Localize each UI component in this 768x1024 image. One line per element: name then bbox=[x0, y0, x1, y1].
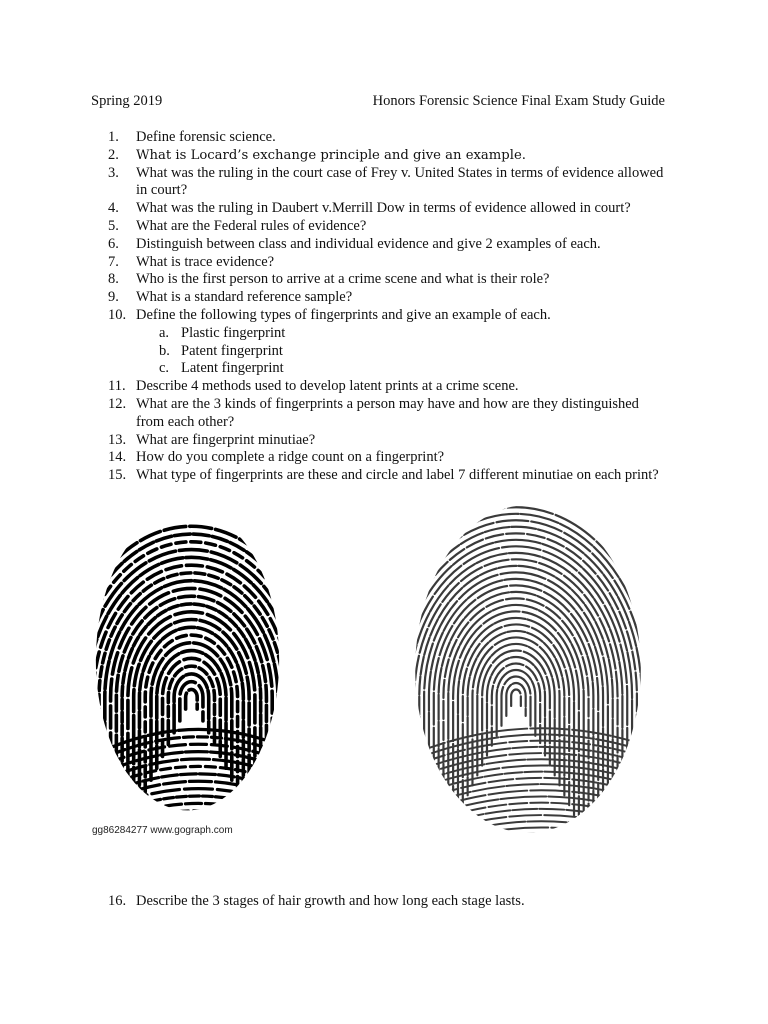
question-number: c. bbox=[159, 360, 170, 377]
question-number: 7. bbox=[108, 253, 119, 270]
fingerprint-ridge bbox=[472, 637, 559, 785]
question-text: Describe 4 methods used to develop latent prints at a crime scene. bbox=[136, 378, 519, 395]
fingerprint-ridge bbox=[90, 811, 285, 815]
question-number: 12. bbox=[108, 395, 127, 412]
fingerprint-ridge bbox=[90, 789, 285, 815]
fingerprint-ridge bbox=[186, 689, 198, 709]
question-item bbox=[0, 218, 768, 236]
question-text: How do you complete a ridge count on a fingerprint? bbox=[136, 449, 445, 466]
fingerprint-image-fine bbox=[408, 500, 648, 838]
question-number: 14. bbox=[108, 449, 127, 466]
question-text: Define the following types of fingerprints and give an example of each. bbox=[136, 306, 551, 323]
fingerprint-ridge bbox=[408, 821, 648, 838]
fingerprint-ridge bbox=[90, 803, 285, 815]
question-item bbox=[0, 129, 768, 147]
fingerprint-ridge bbox=[408, 827, 648, 838]
question-item bbox=[0, 147, 768, 165]
fingerprint-ridge bbox=[408, 790, 648, 818]
question-number: 11. bbox=[108, 378, 126, 395]
question-item bbox=[0, 254, 768, 272]
question-number: 6. bbox=[108, 235, 119, 252]
fingerprint-ridge bbox=[90, 796, 285, 815]
question-item bbox=[0, 307, 768, 325]
image-watermark-caption: gg86284277 www.gograph.com bbox=[92, 825, 233, 836]
question-number: 3. bbox=[108, 164, 119, 181]
fingerprint-ridge bbox=[408, 778, 648, 806]
fingerprint-ridge bbox=[408, 809, 648, 837]
question-text: What are fingerprint minutiae? bbox=[136, 431, 316, 448]
question-item bbox=[0, 449, 768, 467]
fingerprint-ridge bbox=[408, 796, 648, 824]
fingerprint-ridge bbox=[511, 690, 521, 706]
question-text: Latent fingerprint bbox=[181, 360, 284, 377]
question-text: What are the 3 kinds of fingerprints a person may have and how are they distinguished from each other? bbox=[136, 395, 639, 430]
question-number: 15. bbox=[108, 467, 127, 484]
question-text: Distinguish between class and individual evidence and give 2 examples of each. bbox=[136, 235, 601, 252]
question-number: 16. bbox=[108, 893, 127, 909]
question-text: Describe the 3 stages of hair growth and how long each stage lasts. bbox=[136, 893, 525, 909]
question-number: a. bbox=[159, 324, 170, 341]
question-text: Define forensic science. bbox=[136, 129, 276, 145]
fingerprint-ridge bbox=[408, 803, 648, 831]
question-item bbox=[0, 289, 768, 307]
question-number: 2. bbox=[108, 146, 119, 163]
question-text: What was the ruling in the court case of Frey v. United States in terms of evidence allowed in court? bbox=[136, 164, 664, 199]
question-list bbox=[0, 129, 768, 485]
question-item bbox=[0, 432, 768, 450]
question-item bbox=[0, 396, 768, 432]
sub-item bbox=[0, 325, 768, 343]
page-header bbox=[91, 93, 665, 113]
fingerprint-ridge bbox=[408, 784, 648, 812]
question-text: What was the ruling in Daubert v.Merrill Dow in terms of evidence allowed in court? bbox=[136, 200, 631, 217]
question-number: 1. bbox=[108, 129, 119, 145]
question-number: 5. bbox=[108, 217, 119, 234]
header-title: Honors Forensic Science Final Exam Study Guide bbox=[372, 93, 665, 109]
fingerprint-ridge bbox=[408, 501, 648, 838]
header-term: Spring 2019 bbox=[91, 93, 163, 109]
question-number: 13. bbox=[108, 431, 127, 448]
sub-item bbox=[0, 343, 768, 361]
fingerprint-ridge bbox=[414, 559, 617, 838]
question-text: Plastic fingerprint bbox=[181, 324, 286, 341]
question-text: What is trace evidence? bbox=[136, 253, 275, 270]
fingerprint-ridge bbox=[506, 683, 525, 716]
question-number: 4. bbox=[108, 200, 119, 217]
question-text: What type of fingerprints are these and circle and label 7 different minutiae on each print? bbox=[136, 467, 659, 484]
question-number: 8. bbox=[108, 271, 119, 288]
question-text: What is a standard reference sample? bbox=[136, 289, 353, 306]
question-text: Patent fingerprint bbox=[181, 342, 283, 359]
fingerprint-ridge bbox=[410, 553, 623, 838]
question-item bbox=[0, 271, 768, 289]
question-number: 9. bbox=[108, 289, 119, 306]
fingerprint-image-bold bbox=[90, 505, 285, 815]
question-text: What are the Federal rules of evidence? bbox=[136, 217, 367, 234]
question-text: What is Locard’s exchange principle and give an example. bbox=[136, 147, 526, 163]
sub-item bbox=[0, 360, 768, 378]
question-item bbox=[0, 200, 768, 218]
question-item bbox=[0, 378, 768, 396]
fingerprint-ridge bbox=[408, 834, 648, 838]
question-number: b. bbox=[159, 342, 170, 359]
question-item bbox=[0, 165, 768, 201]
fingerprint-ridge bbox=[180, 682, 203, 721]
fingerprint-ridge bbox=[408, 815, 648, 838]
question-number: 10. bbox=[108, 306, 127, 323]
question-text: Who is the first person to arrive at a crime scene and what is their role? bbox=[136, 271, 550, 288]
question-item bbox=[0, 236, 768, 254]
question-item bbox=[0, 467, 768, 485]
